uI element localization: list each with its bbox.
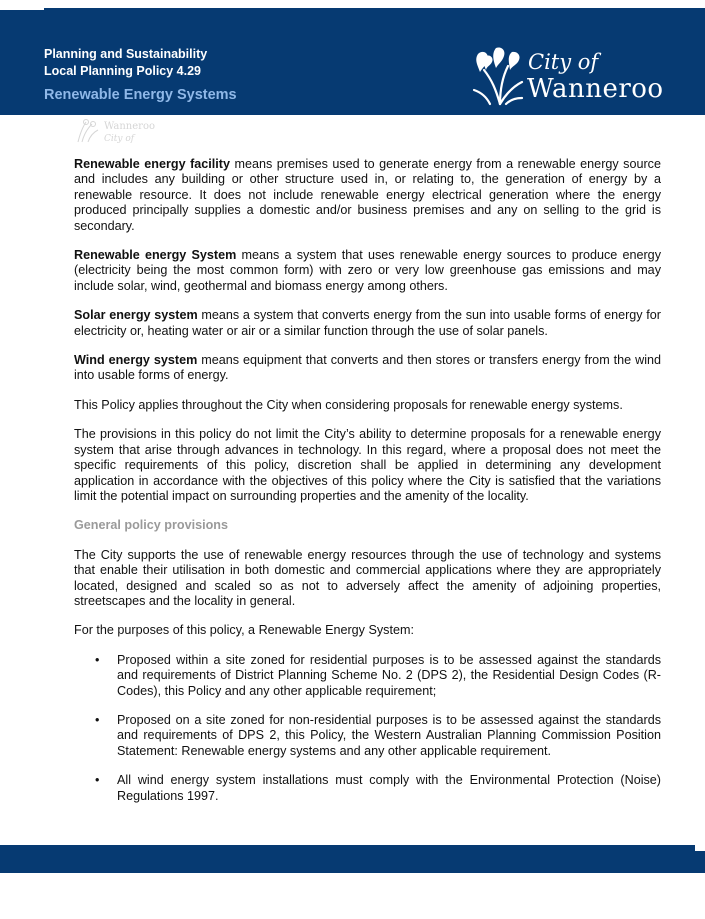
- city-of-wanneroo-logo: [470, 46, 680, 108]
- policy-application-paragraph: This Policy applies throughout the City when considering proposals for renewable energy systems.: [74, 397, 623, 412]
- footer-corner: [695, 845, 705, 851]
- logo-city-of-text: City of: [528, 50, 599, 74]
- header-notch: [0, 0, 44, 10]
- policy-provisions-paragraph: The provisions in this policy do not limit the City’s ability to determine proposals for a renewable energy system that arise through advances in technology. In this regard, where a proposal does not meet the specific requirements of this policy, discretion shall be applied in determining any development application in accordance with the objectives of this policy where the City is satisfied that the variations limit the potential impact on surrounding properties and the amenity of the locality.: [74, 427, 661, 503]
- definition-term: Solar energy system: [74, 308, 198, 323]
- logo-watermark: [74, 118, 184, 144]
- policy-number: Local Planning Policy 4.29: [44, 64, 201, 78]
- definition-text: means premises used to generate energy from a renewable energy source and includes any building or other structure used in, or relating to, the generation of energy by a renewable resource. It does not include renewable energy electrical generation where the energy produced principally supplies a domestic and/or business premises and any on selling to the grid is secondary.: [74, 157, 661, 233]
- list-item-text: All wind energy system installations must comply with the Environmental Protection (Noise) Regulations 1997.: [117, 773, 661, 803]
- definition-text: means a system that converts energy from the sun into usable forms of energy for electricity or, heating water or air or a similar function through the use of solar panels.: [74, 308, 662, 338]
- definition-solar-energy-system: [74, 308, 661, 339]
- definition-wind-energy-system: [74, 353, 661, 384]
- watermark-logo-icon: [74, 118, 184, 144]
- list-item: [74, 653, 661, 699]
- list-item-text: Proposed on a site zoned for non-residential purposes is to be assessed against the standards and requirements of DPS 2, this Policy, the Western Australian Planning Commission Position Statement: Renewable energy systems and any other applicable requirement.: [117, 712, 661, 758]
- bullet-icon: •: [95, 773, 100, 788]
- definition-term: Renewable energy System: [74, 248, 237, 263]
- department-name: Planning and Sustainability: [44, 47, 208, 61]
- definition-text: means a system that uses renewable energy sources to produce energy (electricity being the most common form) with zero or very low greenhouse gas emissions and may include solar, wind, geothermal and biomass energy among others.: [74, 248, 661, 293]
- policy-body: [74, 157, 661, 818]
- list-item: [74, 713, 661, 759]
- header-text-block: [44, 46, 237, 104]
- definition-term: Renewable energy facility: [74, 157, 230, 171]
- definition-renewable-energy-facility: [74, 157, 661, 234]
- policy-title: Renewable Energy Systems: [44, 87, 237, 103]
- watermark-name: Wanneroo: [104, 121, 155, 132]
- definition-term: Wind energy system: [74, 353, 198, 368]
- watermark-city-of: City of: [104, 134, 135, 144]
- bullet-icon: •: [95, 712, 100, 727]
- logo-wanneroo-text: Wanneroo: [527, 74, 664, 104]
- list-item-text: Proposed within a site zoned for residential purposes is to be assessed against the standards and requirements of District Planning Scheme No. 2 (DPS 2), the Residential Design Codes (R-Codes), this Policy and any other applicable requirement;: [117, 652, 661, 698]
- kangaroo-paw-logo-icon: [470, 46, 526, 108]
- footer-banner: [0, 845, 705, 873]
- list-item: [74, 773, 661, 804]
- requirements-list: [74, 653, 661, 804]
- bullet-icon: •: [95, 652, 100, 667]
- city-support-paragraph: The City supports the use of renewable energy resources through the use of technology and systems that enable their utilisation in both domestic and commercial applications where they are appropriately located, designed and scaled so as not to adversely affect the amenity of adjoining properties, streetscapes and the locality in general.: [74, 547, 661, 608]
- purposes-intro-paragraph: For the purposes of this policy, a Renewable Energy System:: [74, 623, 414, 638]
- definition-renewable-energy-system: [74, 248, 661, 294]
- definition-text: means equipment that converts and then stores or transfers energy from the wind into usable forms of energy.: [74, 353, 661, 383]
- section-heading-general-provisions: General policy provisions: [74, 518, 228, 533]
